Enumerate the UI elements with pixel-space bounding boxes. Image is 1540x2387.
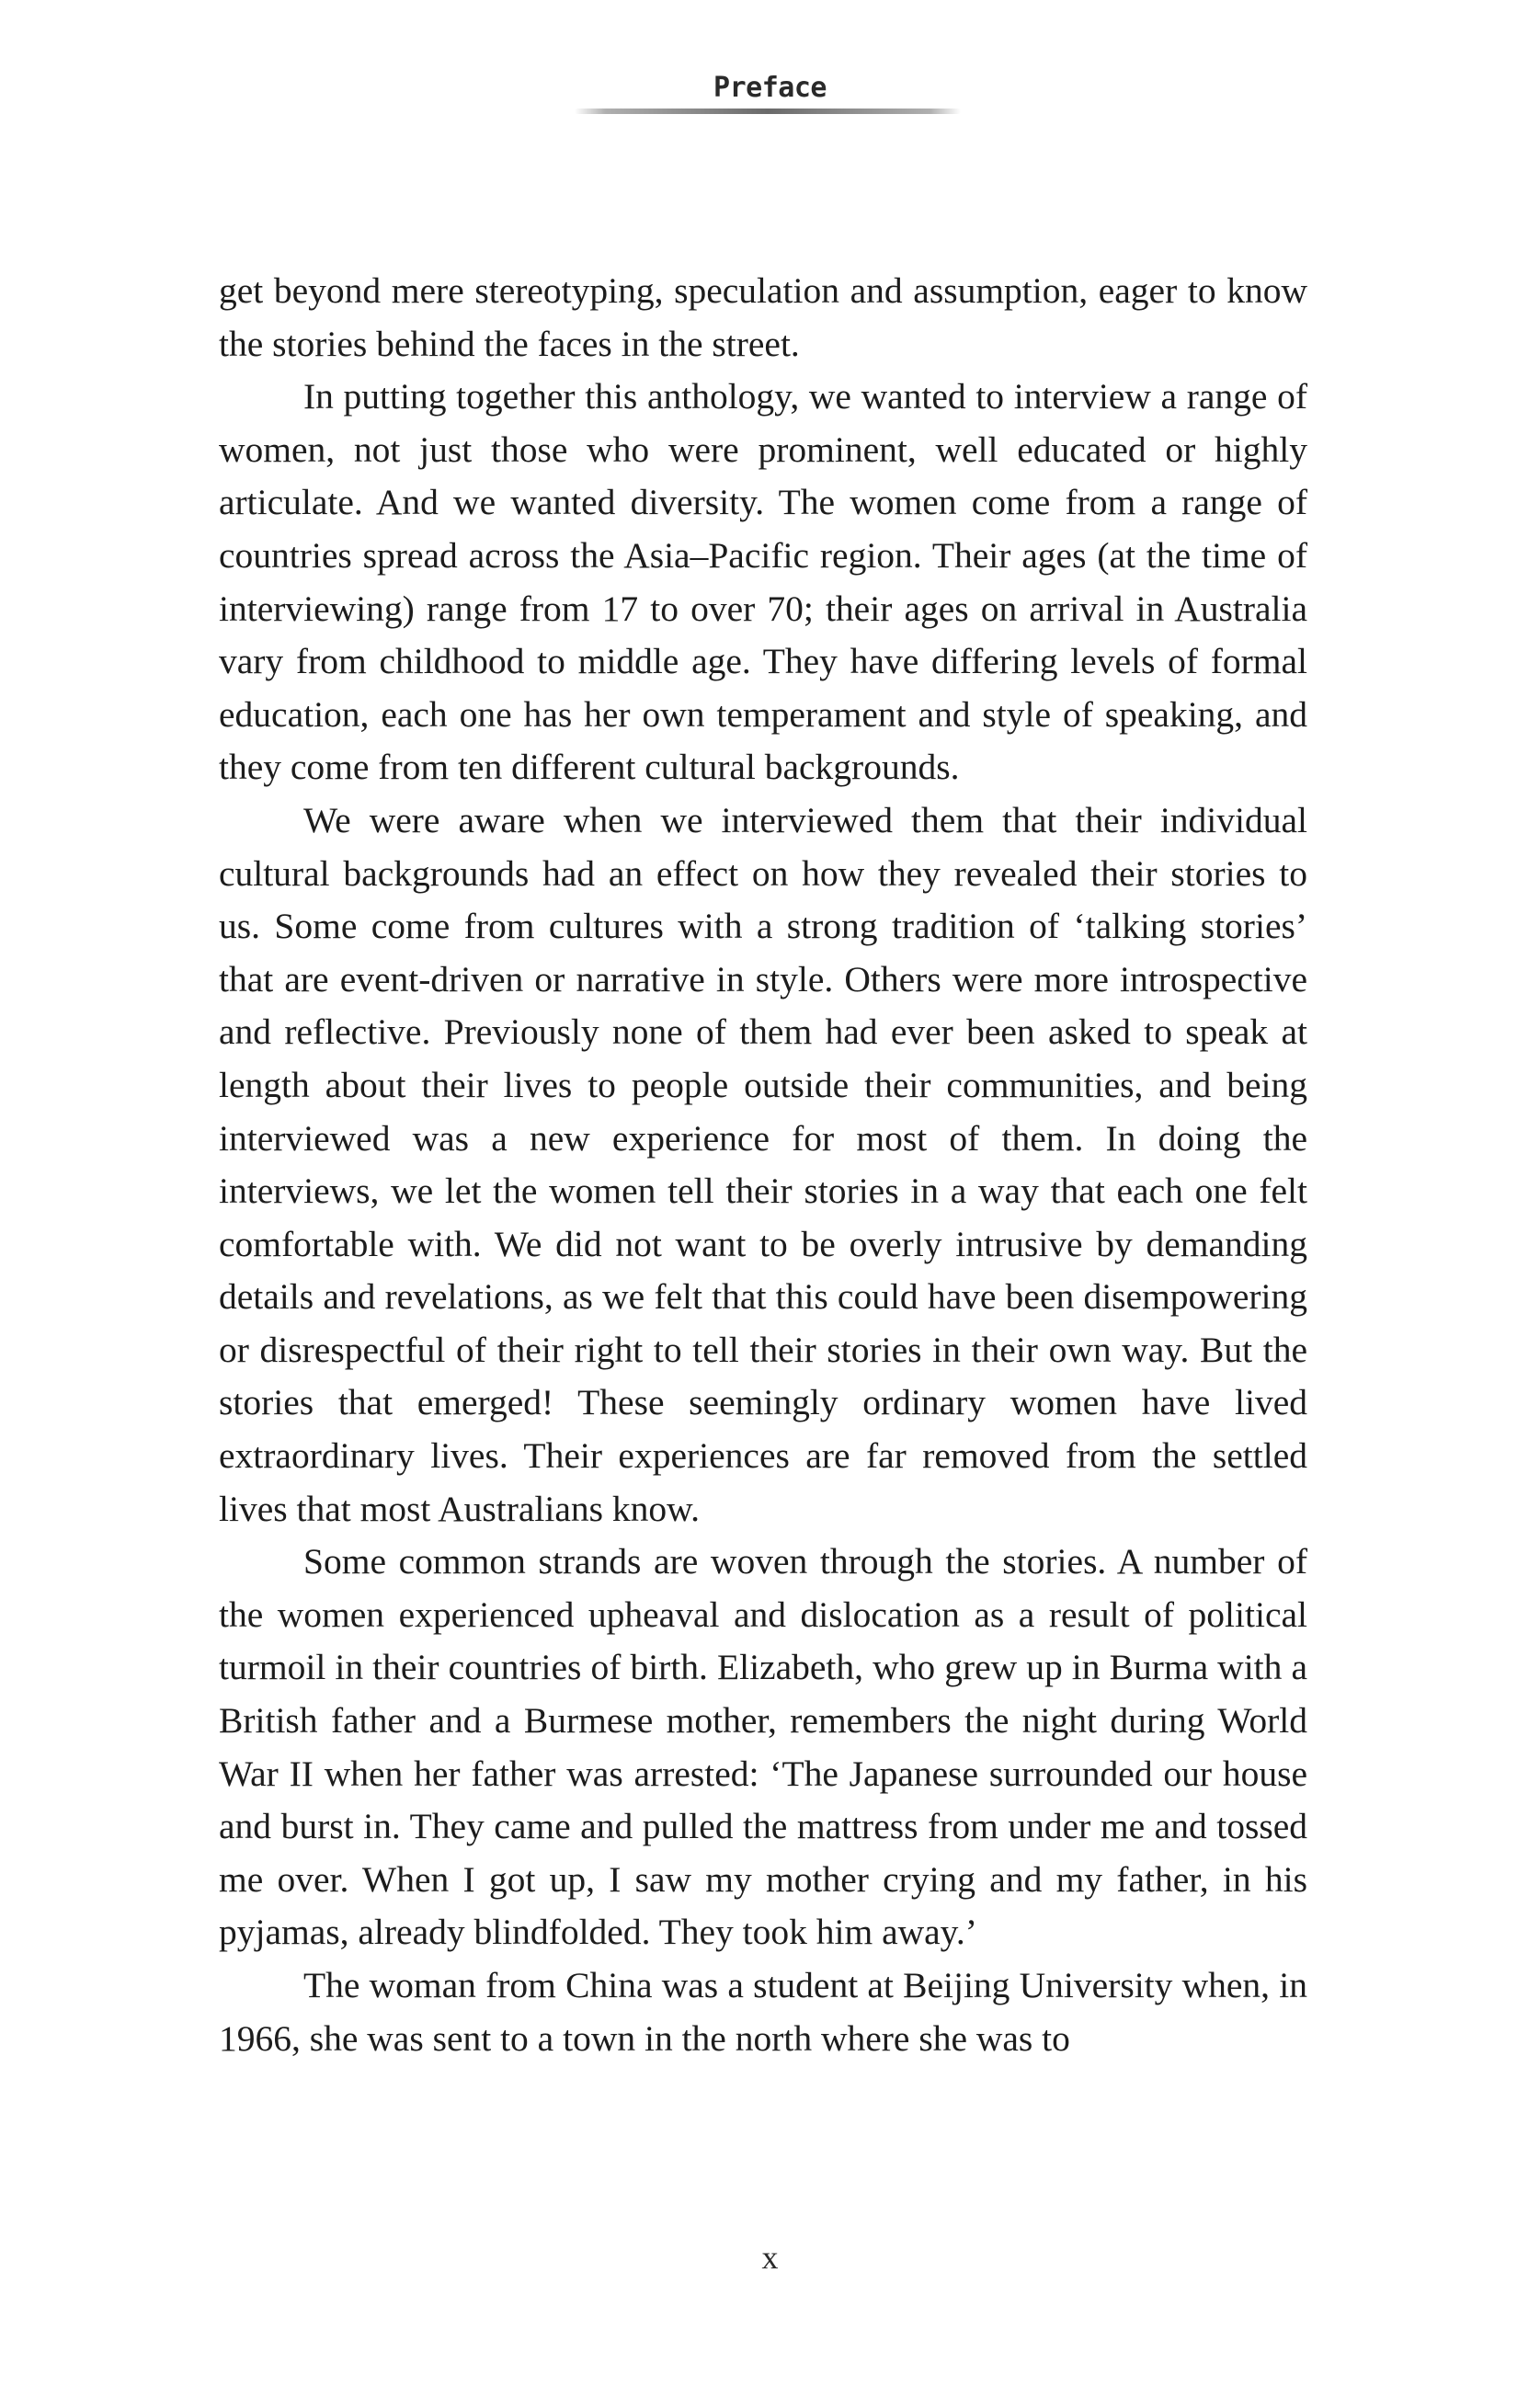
body-text — [219, 265, 1307, 2065]
page-number: x — [761, 2239, 779, 2276]
running-head: Preface — [713, 72, 827, 104]
paragraph: The woman from China was a student at Beijing University when, in 1966, she was sent to a town in the north where she was to — [219, 1965, 1307, 2059]
running-head-rule — [575, 108, 961, 114]
paragraph: In putting together this anthology, we wanted to interview a range of women, not just those who were prominent, well educated or highly articulate. And we wanted diversity. The women come from a range of countries spread across the Asia–Pacific region. Their ages (at the time of interviewing) range from 17 to over 70; their ages on arrival in Australia vary from childhood to middle age. They have differing levels of formal education, each one has her own temperament and style of speaking, and they come from ten different cultural backgrounds. — [219, 376, 1307, 788]
paragraph: Some common strands are woven through the stories. A number of the women experienced upheaval and dislocation as a result of political turmoil in their countries of birth. Elizabeth, who grew up in Burma with a British father and a Burmese mother, remembers the night during World War II when her father was arrested: ‘The Japanese surrounded our house and burst in. They came and pulled the mattress from under me and tossed me over. When I got up, I saw my mother crying and my father, in his pyjamas, already blindfolded. They took him away.’ — [219, 1541, 1307, 1953]
paragraph: get beyond mere stereotyping, speculation and assumption, eager to know the stories behind the faces in the street. — [219, 270, 1307, 364]
paragraph: We were aware when we interviewed them that their individual cultural backgrounds had an effect on how they revealed their stories to us. Some come from cultures with a strong tradition of ‘talking stories’ that are event-driven or narrative in style. Others were more introspective and reflective. Previously none of them had ever been asked to speak at length about their lives to people outside their communities, and being interviewed was a new experience for most of them. In doing the interviews, we let the women tell their stories in a way that each one felt comfortable with. We did not want to be overly intrusive by demanding details and revelations, as we felt that this could have been disempowering or disrespectful of their right to tell their stories in their own way. But the stories that emerged! These seemingly ordinary women have lived extraordinary lives. Their experiences are far removed from the settled lives that most Australians know. — [219, 799, 1307, 1529]
